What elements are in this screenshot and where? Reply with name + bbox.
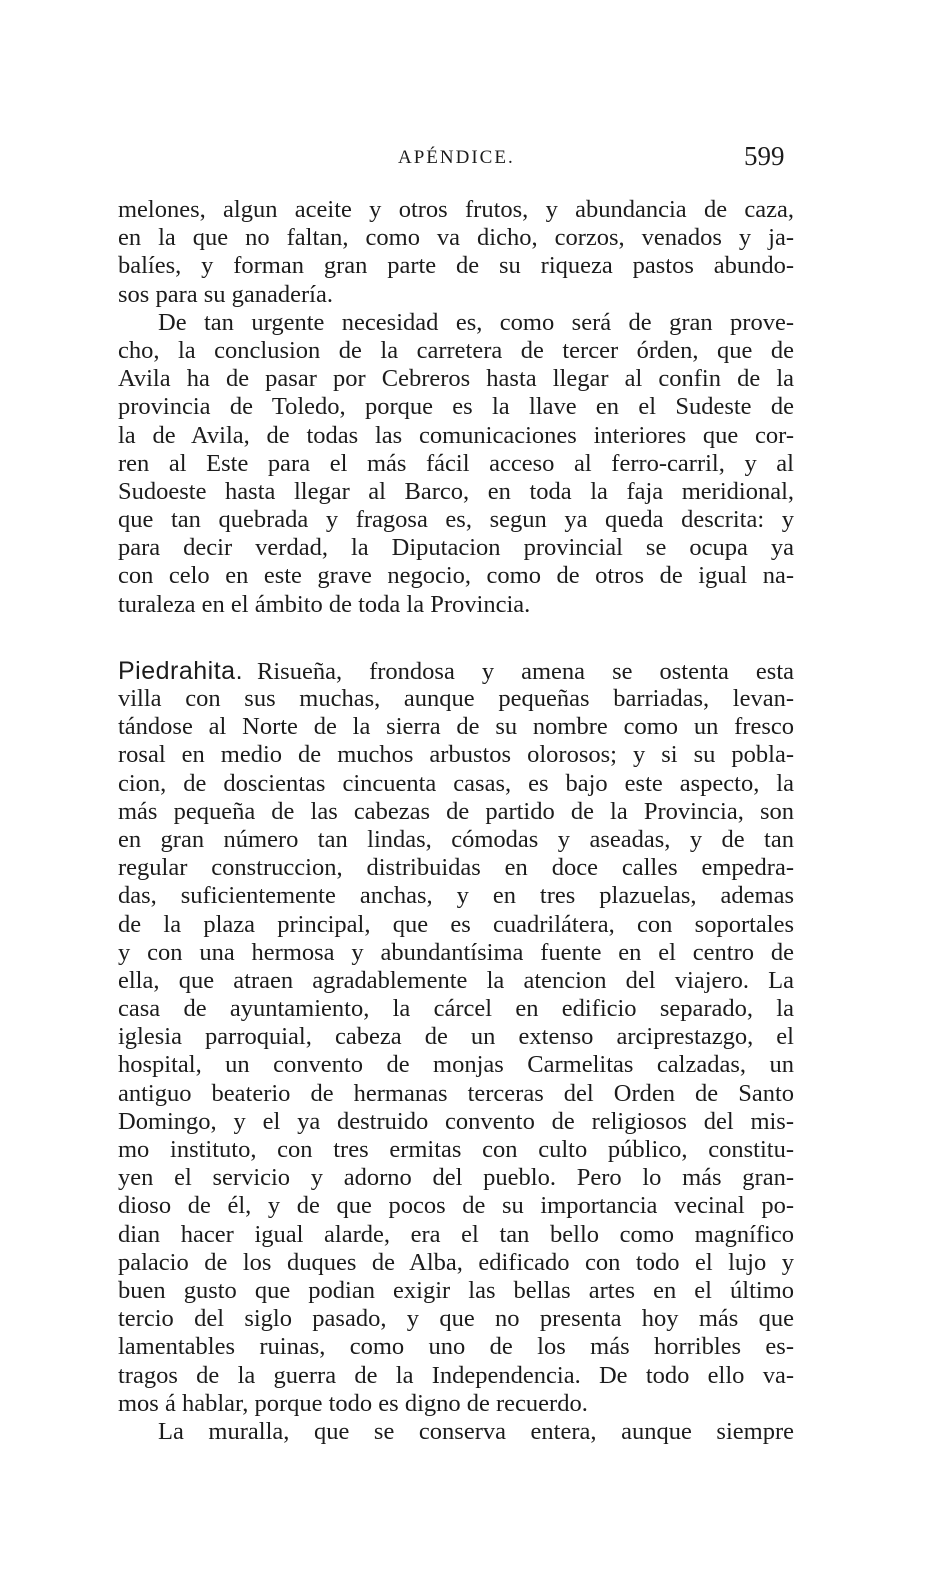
text-line: en gran número tan lindas, cómodas y aseadas, y de tan — [118, 825, 794, 853]
text-line: palacio de los duques de Alba, edificado con todo el lujo y — [118, 1248, 794, 1276]
page-number: 599 — [744, 141, 785, 171]
text-line: Avila ha de pasar por Cebreros hasta llegar al confin de la — [118, 365, 794, 393]
text-line: La muralla, que se conserva entera, aunque siempre — [158, 1417, 794, 1445]
text-line: que tan quebrada y fragosa es, segun ya queda descrita: y — [118, 506, 794, 534]
text-line: regular construccion, distribuidas en doce calles empedra- — [118, 854, 794, 882]
text-line: cho, la conclusion de la carretera de tercer órden, que de — [118, 336, 794, 364]
text-line: ren al Este para el más fácil acceso al ferro-carril, y al — [118, 449, 794, 477]
text-line: en la que no faltan, como va dicho, corzos, venados y ja- — [118, 224, 794, 252]
text-line: tándose al Norte de la sierra de su nombre como un fresco — [118, 713, 794, 741]
text-line: balíes, y forman gran parte de su riqueza pastos abundo- — [118, 252, 794, 280]
text-line: buen gusto que podian exigir las bellas artes en el último — [118, 1276, 794, 1304]
text-line: más pequeña de las cabezas de partido de la Provincia, son — [118, 797, 794, 825]
text-line: provincia de Toledo, porque es la llave en el Sudeste de — [118, 393, 794, 421]
text-line: Sudoeste hasta llegar al Barco, en toda la faja meridional, — [118, 477, 794, 505]
section-heading: Piedrahita. — [118, 656, 244, 685]
text-line: yen el servicio y adorno del pueblo. Pero lo más gran- — [118, 1164, 794, 1192]
running-title: APÉNDICE. — [398, 147, 515, 168]
text-line: Domingo, y el ya destruido convento de religiosos del mis- — [118, 1107, 794, 1135]
text-line: y con una hermosa y abundantísima fuente en el centro de — [118, 938, 794, 966]
text-line: con celo en este grave negocio, como de otros de igual na- — [118, 562, 794, 590]
running-head — [0, 141, 947, 181]
text-line: la de Avila, de todas las comunicaciones interiores que cor- — [118, 421, 794, 449]
body-text — [118, 196, 794, 1446]
text-line: mo instituto, con tres ermitas con culto público, constitu- — [118, 1136, 794, 1163]
text-line: rosal en medio de muchos arbustos olorosos; y si su pobla- — [118, 741, 794, 769]
text-line: para decir verdad, la Diputacion provincial se ocupa ya — [118, 534, 794, 562]
text-line: hospital, un convento de monjas Carmelitas calzadas, un — [118, 1051, 794, 1079]
text-line — [118, 657, 794, 685]
text-line: antiguo beaterio de hermanas terceras del Orden de Santo — [118, 1079, 794, 1107]
text-line-content: Risueña, frondosa y amena se ostenta esta — [257, 657, 794, 685]
text-line: turaleza en el ámbito de toda la Provincia. — [118, 590, 531, 618]
text-line: lamentables ruinas, como uno de los más horribles es- — [118, 1333, 794, 1361]
text-line: tragos de la guerra de la Independencia. De todo ello va- — [118, 1361, 794, 1389]
text-line: das, suficientemente anchas, y en tres plazuelas, ademas — [118, 882, 794, 910]
text-line: ella, que atraen agradablemente la atencion del viajero. La — [118, 966, 794, 994]
text-line: de la plaza principal, que es cuadrilátera, con soportales — [118, 910, 794, 938]
text-line: tercio del siglo pasado, y que no presenta hoy más que — [118, 1305, 794, 1333]
text-line: dioso de él, y de que pocos de su importancia vecinal po- — [118, 1192, 794, 1220]
text-line: De tan urgente necesidad es, como será de gran prove- — [158, 308, 794, 336]
text-line: casa de ayuntamiento, la cárcel en edificio separado, la — [118, 995, 794, 1023]
text-line: villa con sus muchas, aunque pequeñas barriadas, levan- — [118, 685, 794, 712]
text-line: sos para su ganadería. — [118, 280, 333, 308]
text-line: mos á hablar, porque todo es digno de recuerdo. — [118, 1389, 588, 1417]
text-line: iglesia parroquial, cabeza de un extenso arciprestazgo, el — [118, 1023, 794, 1051]
text-line: cion, de doscientas cincuenta casas, es bajo este aspecto, la — [118, 769, 794, 797]
text-line: dian hacer igual alarde, era el tan bello como magnífico — [118, 1220, 794, 1248]
section-gap — [118, 619, 794, 657]
text-line: melones, algun aceite y otros frutos, y abundancia de caza, — [118, 196, 794, 223]
